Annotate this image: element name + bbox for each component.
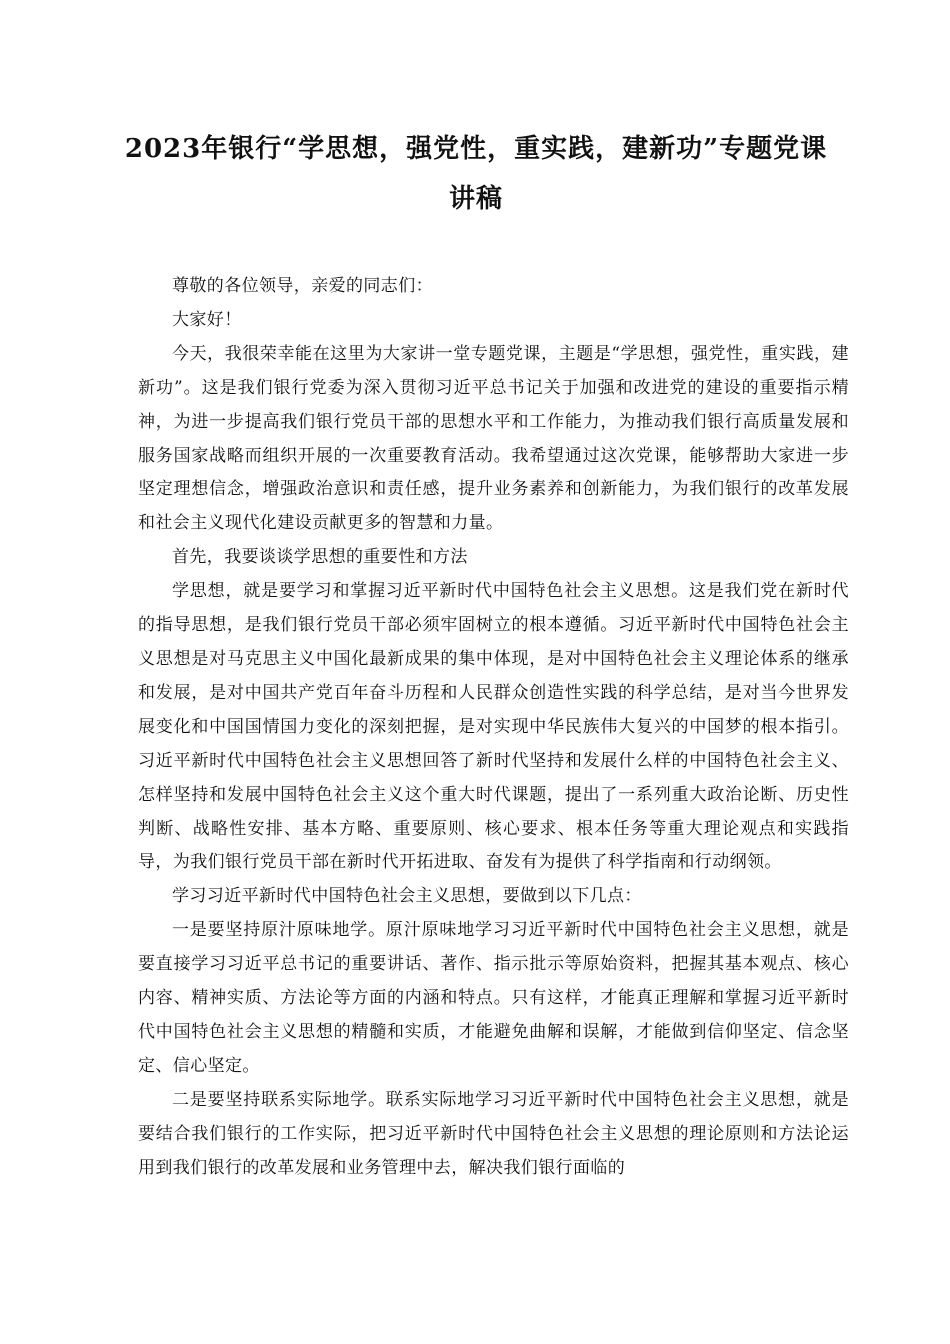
paragraph-point-one: 一是要坚持原汁原味地学。原汁原味地学习习近平新时代中国特色社会主义思想，就是要直接学习习近平总书记的重要讲话、著作、指示批示等原始资料，把握其基本观点、核心内容、精神实质、方法论等方面的内涵和特点。只有这样，才能真正理解和掌握习近平新时代中国特色社会主义思想的精髓和实质，才能避免曲解和误解，才能做到信仰坚定、信念坚定、信心坚定。 (138, 920, 849, 1076)
paragraph-study-thought: 学思想，就是要学习和掌握习近平新时代中国特色社会主义思想。这是我们党在新时代的指导思想，是我们银行党员干部必须牢固树立的根本遵循。习近平新时代中国特色社会主义思想是对马克思主义中国化最新成果的集中体现，是对中国特色社会主义理论体系的继承和发展，是对中国共产党百年奋斗历程和人民群众创造性实践的科学总结，是对当今世界发展变化和中国国情国力变化的深刻把握，是对实现中华民族伟大复兴的中国梦的根本指引。习近平新时代中国特色社会主义思想回答了新时代坚持和发展什么样的中国特色社会主义、怎样坚持和发展中国特色社会主义这个重大时代课题，提出了一系列重大政治论断、历史性判断、战略性安排、基本方略、重要原则、核心要求、根本任务等重大理论观点和实践指导，为我们银行党员干部在新时代开拓进取、奋发有为提供了科学指南和行动纲领。 (138, 581, 849, 873)
paragraph-greeting: 尊敬的各位领导，亲爱的同志们： (172, 276, 433, 296)
document-body (138, 270, 849, 1185)
paragraph-hello: 大家好！ (172, 309, 242, 330)
paragraph-intro: 今天，我很荣幸能在这里为大家讲一堂专题党课，主题是“学思想，强党性，重实践，建新功”。这是我们银行党委为深入贯彻习近平总书记关于加强和改进党的建设的重要指示精神，为进一步提高我们银行党员干部的思想水平和工作能力，为推动我们银行高质量发展和服务国家战略而组织开展的一次重要教育活动。我希望通过这次党课，能够帮助大家进一步坚定理想信念，增强政治意识和责任感，提升业务素养和创新能力，为我们银行的改革发展和社会主义现代化建设贡献更多的智慧和力量。 (138, 343, 849, 534)
paragraph-section-heading: 首先，我要谈谈学思想的重要性和方法 (172, 547, 468, 568)
document-title: 2023年银行“学思想，强党性，重实践，建新功”专题党课讲稿 (124, 134, 828, 214)
paragraph-study-points: 学习习近平新时代中国特色社会主义思想，要做到以下几点： (172, 886, 642, 907)
paragraph-point-two: 二是要坚持联系实际地学。联系实际地学习习近平新时代中国特色社会主义思想，就是要结合我们银行的工作实际，把习近平新时代中国特色社会主义思想的理论原则和方法论运用到我们银行的改革发展和业务管理中去，解决我们银行面临的 (138, 1089, 849, 1178)
